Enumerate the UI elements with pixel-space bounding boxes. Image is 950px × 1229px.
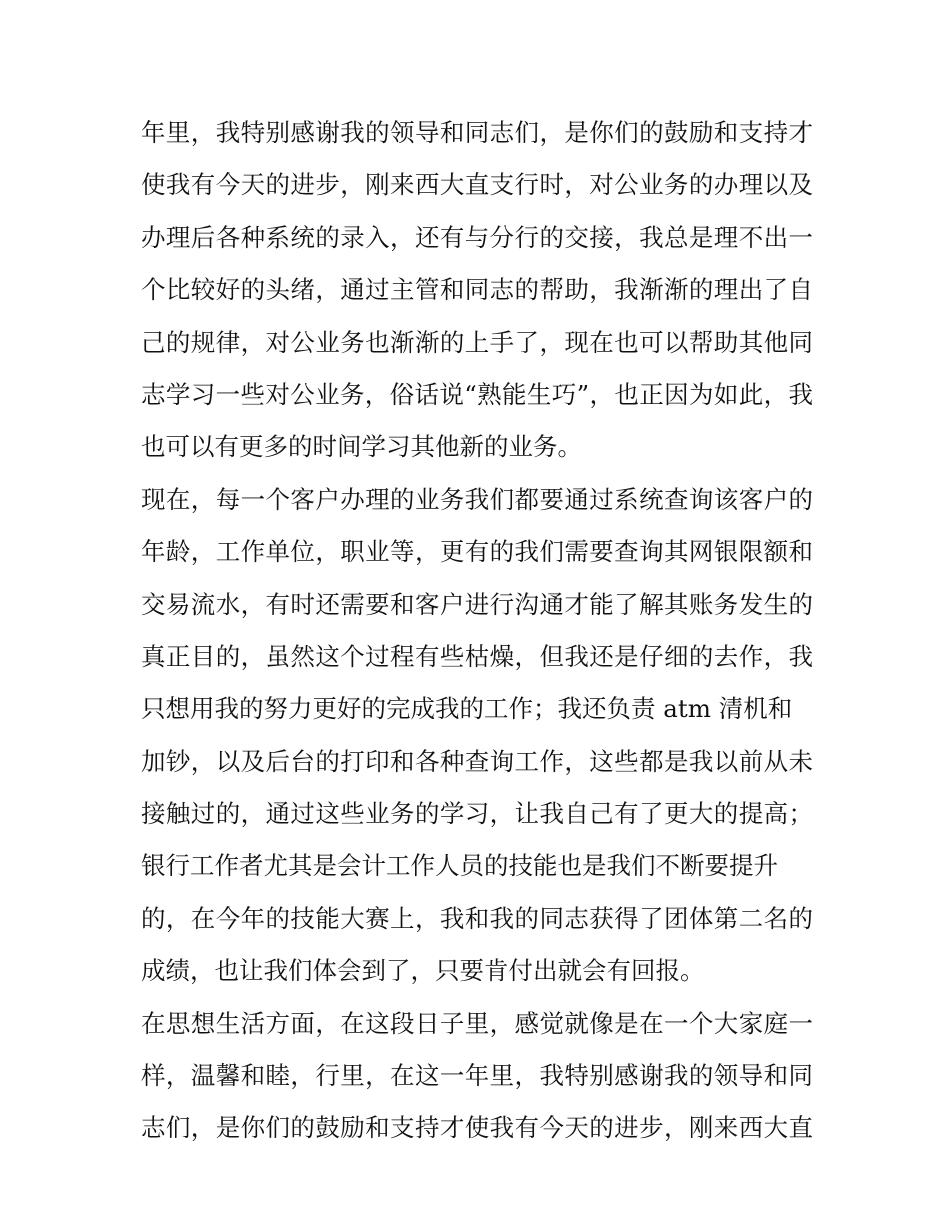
document-body xyxy=(141,107,813,1155)
text-line: 接触过的，通过这些业务的学习，让我自己有了更大的提高； xyxy=(141,799,813,829)
text-line: 只想用我的努力更好的完成我的工作；我还负责 atm 清机和 xyxy=(141,694,793,724)
text-line: 加钞，以及后台的打印和各种查询工作，这些都是我以前从未 xyxy=(141,746,813,776)
text-line: 交易流水，有时还需要和客户进行沟通才能了解其账务发生的 xyxy=(141,589,813,619)
text-line: 样，温馨和睦，行里，在这一年里，我特别感谢我的领导和同 xyxy=(141,1061,813,1091)
text-line: 真正目的，虽然这个过程有些枯燥，但我还是仔细的去作，我 xyxy=(141,641,813,671)
text-line: 志们，是你们的鼓励和支持才使我有今天的进步，刚来西大直 xyxy=(141,1113,813,1143)
text-line: 也可以有更多的时间学习其他新的业务。 xyxy=(141,432,582,462)
text-line: 在思想生活方面，在这段日子里，感觉就像是在一个大家庭一 xyxy=(141,1008,813,1038)
text-line: 年龄，工作单位，职业等，更有的我们需要查询其网银限额和 xyxy=(141,537,813,567)
text-line: 办理后各种系统的录入，还有与分行的交接，我总是理不出一 xyxy=(141,222,813,252)
text-line: 成绩，也让我们体会到了，只要肯付出就会有回报。 xyxy=(141,956,705,986)
text-line: 己的规律，对公业务也渐渐的上手了，现在也可以帮助其他同 xyxy=(141,327,813,357)
text-line: 现在，每一个客户办理的业务我们都要通过系统查询该客户的 xyxy=(141,484,813,514)
text-line: 使我有今天的进步，刚来西大直支行时，对公业务的办理以及 xyxy=(141,170,813,200)
text-line: 志学习一些对公业务，俗话说“熟能生巧”，也正因为如此，我 xyxy=(141,379,813,409)
text-line: 个比较好的头绪，通过主管和同志的帮助，我渐渐的理出了自 xyxy=(141,275,813,305)
text-line: 的，在今年的技能大赛上，我和我的同志获得了团体第二名的 xyxy=(141,903,813,933)
text-line: 年里，我特别感谢我的领导和同志们，是你们的鼓励和支持才 xyxy=(141,118,813,147)
text-line: 银行工作者尤其是会计工作人员的技能也是我们不断要提升 xyxy=(141,851,778,881)
